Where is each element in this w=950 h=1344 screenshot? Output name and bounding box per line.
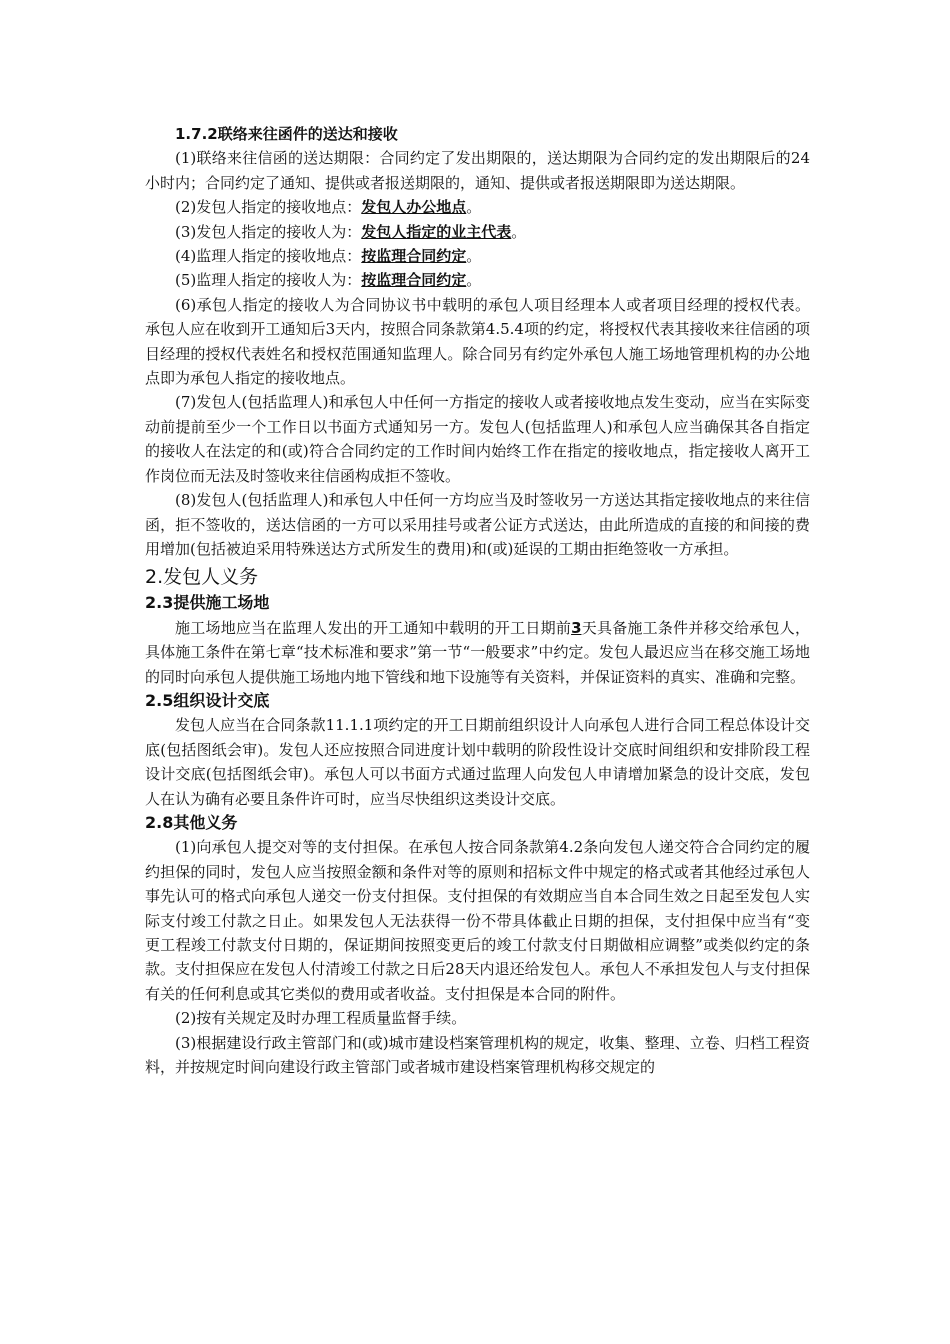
paragraph-2-3-post: 天具备施工条件并移交给承包人，具体施工条件在第七章“技术标准和要求”第一节“一般要求”中约定。发包人最迟应当在移交施工场地的同时向承包人提供施工场地内地下管线和地下设施等有关资料，并保证资料的真实、准确和完整。 [145, 618, 810, 686]
item-3-label: (3)发包人指定的接收人为： [175, 222, 362, 241]
paragraph-1-7-2-item-1: (1)联络来往信函的送达期限：合同约定了发出期限的，送达期限为合同约定的发出期限后的24小时内；合同约定了通知、提供或者报送期限的，通知、提供或者报送期限即为送达期限。 [145, 149, 810, 192]
paragraph-2-8-item-1: (1)向承包人提交对等的支付担保。在承包人按合同条款第4.2条向发包人递交符合合同约定的履约担保的同时，发包人应当按照金额和条件对等的原则和招标文件中规定的格式或者其他经过承包人事先认可的格式向承包人递交一份支付担保。支付担保的有效期应当自本合同生效之日起至发包人实际支付竣工付款之日止。如果发包人无法获得一份不带具体截止日期的担保，支付担保中应当有“变更工程竣工付款支付日期的，保证期间按照变更后的竣工付款支付日期做相应调整”或类似约定的条款。支付担保应在发包人付清竣工付款之日后28天内退还给发包人。承包人不承担发包人与支付担保有关的任何利息或其它类似的费用或者收益。支付担保是本合同的附件。 [145, 838, 810, 1003]
paragraph-1-7-2-item-4 [145, 244, 810, 268]
item-2-label: (2)发包人指定的接收地点： [175, 198, 362, 217]
paragraph-2-8-item-2: (2)按有关规定及时办理工程质量监督手续。 [175, 1009, 467, 1028]
paragraph-2-3-days: 3 [571, 618, 582, 637]
paragraph-1-7-2-item-2 [145, 195, 810, 219]
item-2-end: 。 [466, 198, 482, 217]
section-heading-2-3: 2.3提供施工场地 [145, 593, 270, 613]
section-heading-2-8: 2.8其他义务 [145, 812, 238, 832]
item-4-label: (4)监理人指定的接收地点： [175, 247, 362, 266]
paragraph-1-7-2-item-6: (6)承包人指定的接收人为合同协议书中载明的承包人项目经理本人或者项目经理的授权代表。承包人应在收到开工通知后3天内，按照合同条款第4.5.4项的约定，将授权代表其接收来往信函的项目经理的授权代表姓名和授权范围通知监理人。除合同另有约定外承包人施工场地管理机构的办公地点即为承包人指定的接收地点。 [145, 295, 810, 388]
item-5-end: 。 [466, 271, 482, 290]
item-3-value: 发包人指定的业主代表 [361, 222, 512, 241]
paragraph-2-3-pre: 施工场地应当在监理人发出的开工通知中载明的开工日期前 [175, 618, 572, 637]
item-4-end: 。 [466, 247, 482, 266]
item-5-value: 按监理合同约定 [361, 271, 467, 290]
item-5-label: (5)监理人指定的接收人为： [175, 271, 362, 290]
paragraph-1-7-2-item-5 [145, 268, 810, 292]
paragraph-2-3 [145, 616, 810, 689]
paragraph-1-7-2-item-7: (7)发包人(包括监理人)和承包人中任何一方指定的接收人或者接收地点发生变动，应当在实际变动前提前至少一个工作日以书面方式通知另一方。发包人(包括监理人)和承包人应当确保其各自指定的接收人在法定的和(或)符合合同约定的工作时间内始终工作在指定的接收地点，指定接收人离开工作岗位而无法及时签收来往信函构成拒不签收。 [145, 393, 810, 485]
item-3-end: 。 [511, 222, 527, 241]
paragraph-2-8-item-3: (3)根据建设行政主管部门和(或)城市建设档案管理机构的规定，收集、整理、立卷、归档工程资料，并按规定时间向建设行政主管部门或者城市建设档案管理机构移交规定的 [145, 1033, 810, 1077]
paragraph-1-7-2-item-3 [145, 220, 810, 244]
section-heading-1-7-2: 1.7.2联络来往函件的送达和接收 [175, 125, 398, 143]
paragraph-1-7-2-item-8: (8)发包人(包括监理人)和承包人中任何一方均应当及时签收另一方送达其指定接收地点的来往信函，拒不签收的，送达信函的一方可以采用挂号或者公证方式送达，由此所造成的直接的和间接的费用增加(包括被迫采用特殊送达方式所发生的费用)和(或)延误的工期由拒绝签收一方承担。 [145, 491, 810, 558]
item-4-value: 按监理合同约定 [361, 247, 467, 266]
item-2-value: 发包人办公地点 [361, 198, 467, 217]
section-heading-2: 2.发包人义务 [145, 566, 259, 589]
section-heading-2-5: 2.5组织设计交底 [145, 690, 270, 710]
paragraph-2-5: 发包人应当在合同条款11.1.1项约定的开工日期前组织设计人向承包人进行合同工程总体设计交底(包括图纸会审)。发包人还应按照合同进度计划中载明的阶段性设计交底时间组织和安排阶段工程设计交底(包括图纸会审)。承包人可以书面方式通过监理人向发包人申请增加紧急的设计交底，发包人在认为确有必要且条件许可时，应当尽快组织这类设计交底。 [145, 716, 810, 808]
document-page [145, 122, 810, 1079]
